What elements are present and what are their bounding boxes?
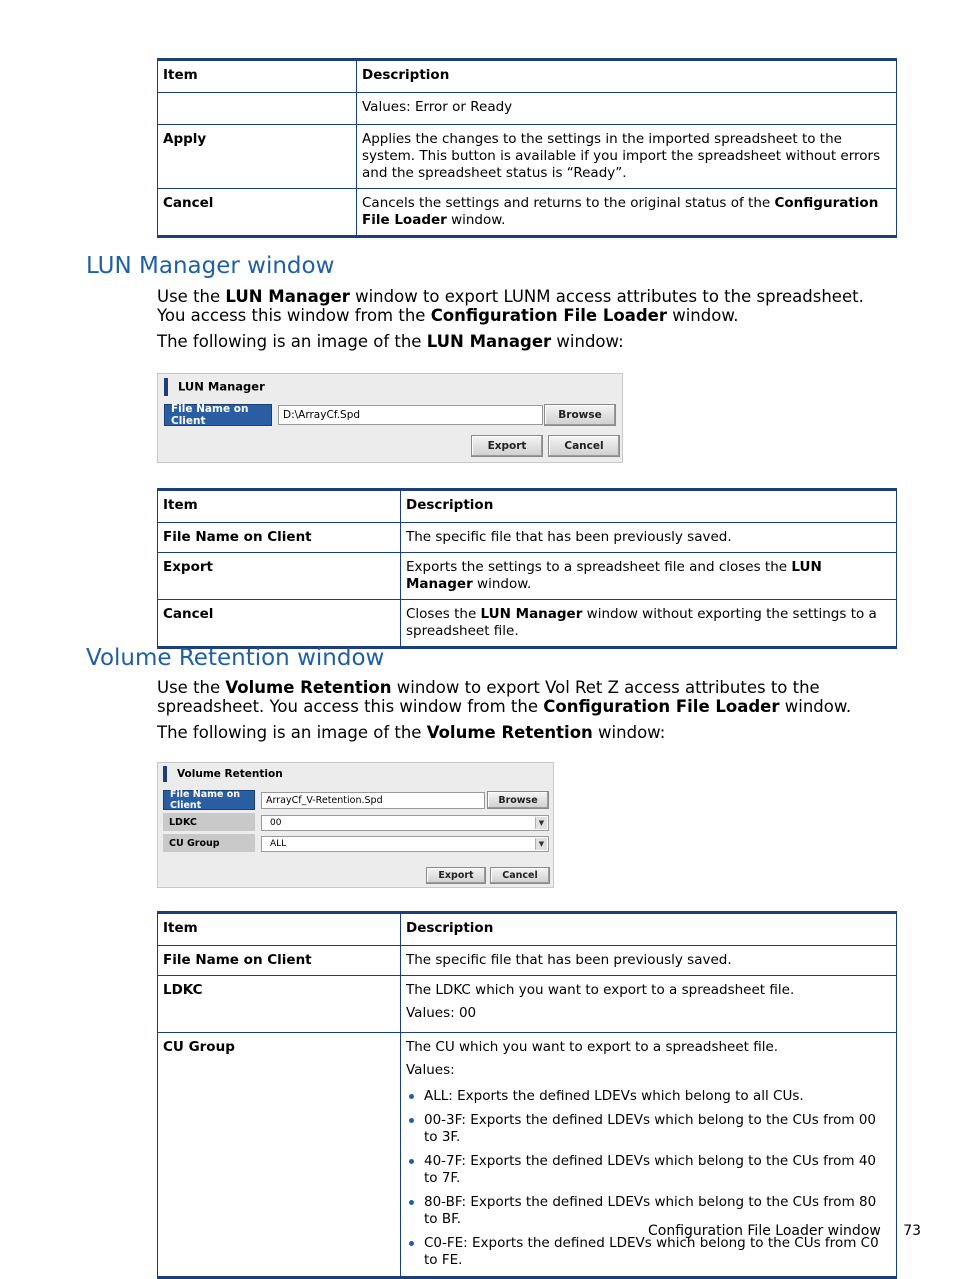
table-row xyxy=(158,93,897,125)
text-segment-bold: Configuration File Loader xyxy=(362,195,879,228)
browse-button[interactable]: Browse xyxy=(487,791,549,809)
cancel-button[interactable]: Cancel xyxy=(548,435,620,457)
page-footer xyxy=(648,1223,921,1239)
page-number: 73 xyxy=(903,1223,922,1239)
table-row xyxy=(158,125,897,189)
table-row xyxy=(158,946,897,976)
item-cell: File Name on Client xyxy=(158,523,401,553)
description-text: The CU which you want to export to a spreadsheet file. xyxy=(406,1039,779,1055)
paragraph-lun-intro: Use the LUN Manager window to export LUNM access attributes to the spreadsheet. You access this window from the Configuration File Loader window. xyxy=(157,287,864,325)
list-item: 00-3F: Exports the defined LDEVs which belong to the CUs from 00 to 3F. xyxy=(424,1112,891,1146)
section-heading-lun-manager: LUN Manager window xyxy=(86,253,335,279)
table-row xyxy=(158,976,897,1033)
description-cell xyxy=(401,976,897,1033)
item-cell xyxy=(158,93,357,125)
lun-manager-screenshot xyxy=(157,373,623,463)
cu-group-select[interactable] xyxy=(261,836,549,852)
text-segment: window. xyxy=(446,212,506,228)
list-item: C0-FE: Exports the defined LDEVs which belong to the CUs from C0 to FE. xyxy=(424,1235,891,1269)
footer-title: Configuration File Loader window xyxy=(648,1223,881,1239)
table-header-row xyxy=(158,60,897,93)
ldkc-selected-value: 00 xyxy=(270,818,282,828)
table-header-row xyxy=(158,490,897,523)
cu-group-values-list xyxy=(406,1088,891,1269)
item-cell: Cancel xyxy=(158,189,357,237)
item-cell: LDKC xyxy=(158,976,401,1033)
list-item: 80-BF: Exports the defined LDEVs which belong to the CUs from 80 to BF. xyxy=(424,1194,891,1228)
export-button[interactable]: Export xyxy=(426,867,486,884)
description-cell: The specific file that has been previously saved. xyxy=(401,946,897,976)
ldkc-label: LDKC xyxy=(163,813,255,831)
description-cell: Closes the LUN Manager window without exporting the settings to a spreadsheet file. xyxy=(401,600,897,648)
table-row xyxy=(158,600,897,648)
cu-group-selected-value: ALL xyxy=(270,839,287,849)
item-cell: Apply xyxy=(158,125,357,189)
values-text: Values: xyxy=(406,1062,455,1078)
header-item: Item xyxy=(158,490,401,523)
values-text: Values: 00 xyxy=(406,1005,477,1021)
description-cell: The specific file that has been previously saved. xyxy=(401,523,897,553)
file-name-input[interactable]: D:\ArrayCf.Spd xyxy=(278,405,543,425)
item-cell: Cancel xyxy=(158,600,401,648)
table-row xyxy=(158,553,897,600)
description-cell: Values: Error or Ready xyxy=(357,93,897,125)
file-name-label: File Name on Client xyxy=(164,404,272,426)
ldkc-select[interactable] xyxy=(261,815,549,831)
paragraph-lun-image-intro: The following is an image of the LUN Manager window: xyxy=(157,332,624,351)
browse-button[interactable]: Browse xyxy=(544,404,616,426)
header-description: Description xyxy=(401,490,897,523)
section-heading-volume-retention: Volume Retention window xyxy=(86,645,385,671)
description-cell xyxy=(401,1033,897,1278)
list-item: ALL: Exports the defined LDEVs which belong to all CUs. xyxy=(424,1088,891,1105)
header-description: Description xyxy=(357,60,897,93)
volume-retention-screenshot xyxy=(157,762,554,888)
list-item: 40-7F: Exports the defined LDEVs which belong to the CUs from 40 to 7F. xyxy=(424,1153,891,1187)
window-title: Volume Retention xyxy=(163,766,283,782)
paragraph-vr-intro: Use the Volume Retention window to export Vol Ret Z access attributes to the spreadsheet. You access this window from the Configuration File Loader window. xyxy=(157,678,852,716)
paragraph-vr-image-intro: The following is an image of the Volume Retention window: xyxy=(157,723,666,742)
cancel-button[interactable]: Cancel xyxy=(490,867,550,884)
export-button[interactable]: Export xyxy=(471,435,543,457)
header-description: Description xyxy=(401,913,897,946)
title-bar-accent xyxy=(164,378,168,396)
table-header-row xyxy=(158,913,897,946)
description-cell: Applies the changes to the settings in the imported spreadsheet to the system. This button is available if you import the spreadsheet without errors and the spreadsheet status is “Ready”. xyxy=(357,125,897,189)
header-item: Item xyxy=(158,60,357,93)
item-cell: CU Group xyxy=(158,1033,401,1278)
cu-group-label: CU Group xyxy=(163,834,255,852)
top-table xyxy=(157,58,897,238)
description-text: The LDKC which you want to export to a spreadsheet file. xyxy=(406,982,795,998)
file-name-label: File Name on Client xyxy=(163,790,255,810)
text-segment: Cancels the settings and returns to the original status of the xyxy=(362,195,775,211)
item-cell: Export xyxy=(158,553,401,600)
chevron-down-icon[interactable]: ▼ xyxy=(535,838,547,850)
description-cell: Exports the settings to a spreadsheet file and closes the LUN Manager window. xyxy=(401,553,897,600)
item-cell: File Name on Client xyxy=(158,946,401,976)
table-row xyxy=(158,1033,897,1278)
file-name-input[interactable]: ArrayCf_V-Retention.Spd xyxy=(261,792,485,809)
description-cell xyxy=(357,189,897,237)
header-item: Item xyxy=(158,913,401,946)
table-row xyxy=(158,523,897,553)
chevron-down-icon[interactable]: ▼ xyxy=(535,817,547,829)
lun-table xyxy=(157,488,897,649)
title-bar-accent xyxy=(163,766,167,782)
table-row xyxy=(158,189,897,237)
window-title: LUN Manager xyxy=(164,378,265,396)
